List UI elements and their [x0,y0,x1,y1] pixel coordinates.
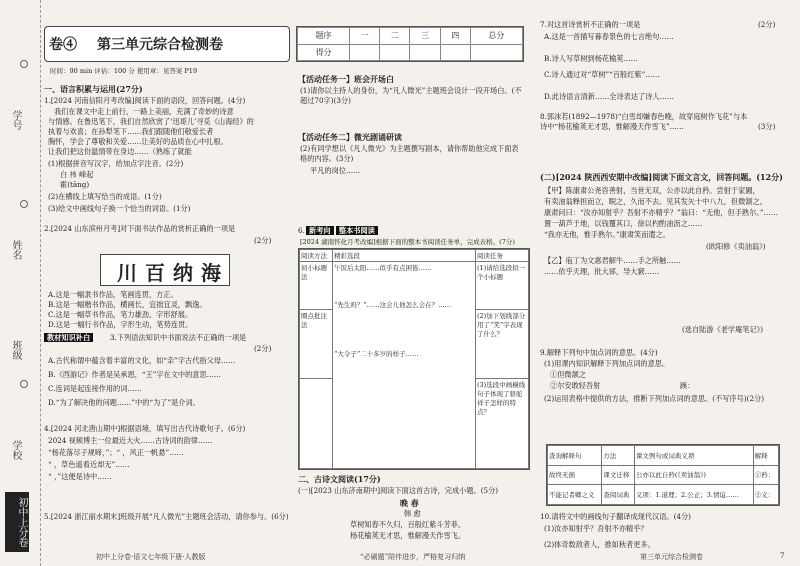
table-cell: 公亦以此自矜(《卖油翁》) [634,465,753,485]
table-cell [300,379,333,469]
classical-heading: (二)[2024 陕西西安期中改编]阅读下面文言文，回答问题。(12分) [540,172,783,182]
table-cell: 查阅词典 [602,485,635,505]
score-input[interactable] [350,44,380,61]
table-header: 阅读任务 [476,250,529,262]
passage-line: 我们在课文中走上前行，一路上美丽，充满了奇妙的诗意 [54,107,234,116]
task-cell[interactable]: (1)请给选段拟一个小标题 [476,262,529,310]
answer-blank[interactable]: ②尔安敢轻吾射 [550,381,601,390]
score-cell: 得分 [298,44,350,61]
score-cell: 一 [350,28,380,45]
question-9: 9.解释下列句中加点词的意思。(4分) [540,348,658,357]
classical-line: 康肃问曰：“汝亦知射乎？吾射不亦精乎？”翁曰：“无他，但手熟尔。”…… [544,208,778,217]
question-4-line[interactable]: “ ，草色遥看近却无”…… [48,460,130,469]
question-6: [2024 湖南怀化月考改编]根据下面的整本书阅读任务单，完成表格。(7分) [300,238,515,246]
table-cell: 圈点批注法 [300,310,333,379]
table-cell: 不能记者卿之义 [548,485,602,505]
question-3: 3.下列语法知识中书面说法不正确的一项是 [110,333,247,342]
table-header: 阅读方法 [300,250,333,262]
question-1-3: (3)给文中画线句子换一个恰当的词语。(1分) [48,204,191,213]
option-b[interactable]: B.这是一幅楷书作品，横画长，宜拙宜灵，飘逸。 [48,300,207,309]
exam-header [44,26,290,62]
table-header: 解释 [753,446,778,466]
binding-name-label: 姓名 [10,240,21,260]
binding-hole-icon [20,380,28,388]
activity-text: 平凡的岗位…… [310,166,361,175]
passage-line: “先生吗？”……这会儿他怎么会在？…… [334,301,452,309]
table-header: 查询解释句 [548,446,602,466]
passage-cell [333,262,476,469]
page-number: 7 [780,552,785,560]
exam-title: 第三单元综合检测卷 [97,37,223,53]
calligraphy-text: 川百纳海 [117,261,229,285]
calligraphy-image [100,254,230,286]
question-1-1: (1)根据拼音写汉字，给加点字注音。(2分) [48,159,184,168]
classical-line: 【乙】庖丁为文惠君解牛……手之所触…… [544,256,681,265]
score-cell: 四 [440,28,470,45]
classical-line: 【甲】陈康肃公尧咨善射，当世无双，公亦以此自矜。尝射于家圃， [544,186,760,195]
table-cell: 故终无损 [548,465,602,485]
poem-line: 草树知春不久归，百般红紫斗芳菲。 [350,520,466,529]
score-cell: 三 [410,28,440,45]
volume-label: 卷④ [49,37,77,53]
activity-question: (2)有同学想以《凡人微光》为主题撰写剧本，请你帮助他完成下面表格的内容。(3分) [300,144,519,163]
score-table [296,26,524,62]
task-cell[interactable]: (3)选段中画横线句子体现了骆驼祥子怎样的特点？ [476,379,529,469]
table-cell: 课文迁移 [602,465,635,485]
footer-left: 初中上分卷·语文七年级下册·人教版 [96,553,206,561]
score-cell: 二 [380,28,410,45]
answer-cell[interactable]: ②义： [753,485,778,505]
source-note: (选自陆游《老学庵笔记》) [682,325,764,334]
binding-school-label: 学校 [10,440,21,460]
table-header: 精彩选段 [333,250,476,262]
question-1: 1.[2024 河南信阳月考改编]阅读下面的语段，回答问题。(4分) [44,96,246,105]
footer-middle: “必刷题”陪伴进步，严格复习归纳 [360,553,466,561]
section-heading: 一、语言积累与运用(27分) [44,84,143,94]
score-label: (3分) [758,122,776,131]
classical-line: “我亦无他，惟手熟尔。”康肃笑而遣之。 [544,230,670,239]
table-cell: 初小标题法 [300,262,333,310]
question-4: 4.[2024 河北唐山期中]根据语境，填写出古代诗歌句子。(6分) [44,424,246,433]
binding-margin [0,0,41,566]
option-c[interactable]: C.连词是起连接作用的词…… [48,384,142,393]
knowledge-tag [44,333,93,343]
question-5: 5.[2024 浙江丽水期末]班级开展“凡人微光”主题班会活动，请你参与。(6分) [44,512,289,521]
option-a[interactable]: A.这是一幅隶书作品，笔画连贯，方正。 [48,290,178,299]
option-c[interactable]: C.这是一幅草书作品，笔力雄劲，字形舒展。 [48,310,193,319]
question-9-1: (1)用课内知识解释下列加点词的意思。 [544,359,670,368]
question-1-2: (2)在横线上填写恰当的成语。(1分) [48,192,162,201]
activity-question: (1)请你以主持人的身份，为“凡人微光”主题班会设计一段开场白。(不超过70字)(3分) [300,86,522,105]
table-header: 方法 [602,446,635,466]
question-10-1: (1)汝亦知射乎？吾射不亦精乎？ [544,524,648,533]
question-10: 10.请将文中的画线句子翻译成现代汉语。(4分) [540,512,691,521]
answer-blank[interactable]: 白 祎 峰起 [60,170,94,179]
poem-title: 晚 春 [400,498,419,508]
passage-line: 胸怀，学会了尊敬和关爱……让美好的品质在心中扎根。 [48,137,228,146]
classical-line: 置一葫芦于地，以钱覆其口，徐以杓酌油沥之…… [544,219,703,228]
score-label: (2分) [254,236,272,245]
passage-line: 与情感。在鲁迅笔下，我们自然欣赏了‘迅哥儿’寻觅《山海经》的 [48,117,254,126]
question-2: 2.[2024 山东滨州月考]对下面书法作品的赏析正确的一项是 [44,224,236,233]
question-10-2: (2)体奇数敌者人，推如秋者更多。 [544,540,655,549]
passage-line: 午饭后太阳……似乎有点困倦…… [334,264,432,272]
poem-line: 杨花榆荚无才思，惟解漫天作雪飞。 [350,531,466,540]
binding-hole-icon [20,200,28,208]
option-d[interactable]: D.这是一幅行书作品，字形生动，笔势连贯。 [48,320,193,329]
option-c[interactable]: C.诗人通过对“草树”“百般红紫”…… [544,70,660,79]
method-table [546,444,780,506]
option-b[interactable]: B.诗人写草树到杨花榆荚…… [544,54,638,63]
answer-blank[interactable]: 蹊： [680,381,695,390]
passage-line: “大令子”二十多岁的样子…… [334,350,419,358]
score-input[interactable] [380,44,410,61]
score-label: (2分) [758,20,776,29]
classical-line: ……依乎天理，批大郤，导大窾…… [544,267,660,276]
table-cell: 义项：1.道理；2.公正；3.情谊…… [634,485,753,505]
question-7: 7.对这首诗赏析不正确的一项是 [540,20,641,29]
time-score-info: 时间：90 min 评估：100 分 使用章：见答案 P19 [50,67,198,75]
score-input[interactable] [470,44,522,61]
option-d[interactable]: D.此诗语言清新……全诗表达了诗人…… [544,92,674,101]
passage-line: 让我们把这份温情带在身边……（熟练了就能 [48,147,192,156]
footer-right: 第三单元综合检测卷 [640,553,703,561]
new-direction-tag [306,226,378,236]
whole-book-tag-label: 整本书阅读 [336,226,378,235]
knowledge-tag-label: 教材知识补白 [44,333,93,342]
option-a[interactable]: A.古代称谓中蕴含着丰富的文化，如“亲”字古代指父母…… [48,356,236,365]
activity-heading: 【活动任务二】微光剧诵研读 [298,132,402,142]
passage-line: 执着与欢喜；在孙犁笔下……我们跟随他们敬爱长者 [48,127,214,136]
option-d[interactable]: D.“为了解决他的问题……”中的“为了”是介词。 [48,398,200,407]
question-4-line[interactable]: “ ，”这便是诗中…… [48,472,112,481]
answer-blank[interactable]: 霍(tāng) [60,180,90,189]
poem-author: 韩 愈 [404,509,421,518]
classical-line: 有卖油翁释担而立，睨之，久而不去。见其发矢十中八九，但微颔之。 [544,197,767,206]
score-input[interactable] [440,44,470,61]
option-b[interactable]: B.《西游记》作者是吴承恩，“王”字在文中的意思…… [48,370,222,379]
question-4-line[interactable]: “杨花落尽子规啼，”；“ ，风正一帆悬”…… [48,448,184,457]
source-note: (欧阳修《卖油翁》) [706,242,766,251]
binding-id-label: 学号 [10,110,21,130]
poem-intro: (一)[2023 山东济南期中]阅读下面这首古诗，完成小题。(5分) [298,486,499,495]
new-direction-tag-label: 新考向 [306,226,334,235]
binding-class-label: 班级 [10,340,21,360]
score-cell: 题序 [298,28,350,45]
question-9-2: (2)运用表格中提供的方法，推断下列加点词的意思。(不写序号)(2分) [544,394,765,403]
grade-label-bar: 初中上分卷 [5,492,29,552]
reading-task-table [298,248,530,470]
answer-cell[interactable]: ①矜： [753,465,778,485]
question-8: 8.郭沫若(1892—1978)“白雪却嫌春色晚，故穿庭树作飞花”与本诗中“杨花榆荚无才思，惟解漫天作雪飞”…… [540,112,748,131]
table-header: 课文例句或词典义项 [634,446,753,466]
activity-heading: 【活动任务一】班会开场白 [298,74,394,84]
question-6-number: 6. [298,226,305,235]
option-a[interactable]: A.这是一首描写暮春景色的七言绝句…… [544,32,674,41]
task-cell[interactable]: (2)加下划线部分用了“笑”字表现了什么？ [476,310,529,379]
answer-blank[interactable]: ①但微颔之 [550,370,586,379]
score-input[interactable] [410,44,440,61]
binding-hole-icon [20,60,28,68]
score-label: (2分) [254,344,272,353]
question-4-line: 2024 视频博主一位最近大火……古诗词的韵律…… [48,436,213,445]
section-heading: 二、古诗文阅读(17分) [298,474,381,484]
score-cell: 总分 [470,28,522,45]
